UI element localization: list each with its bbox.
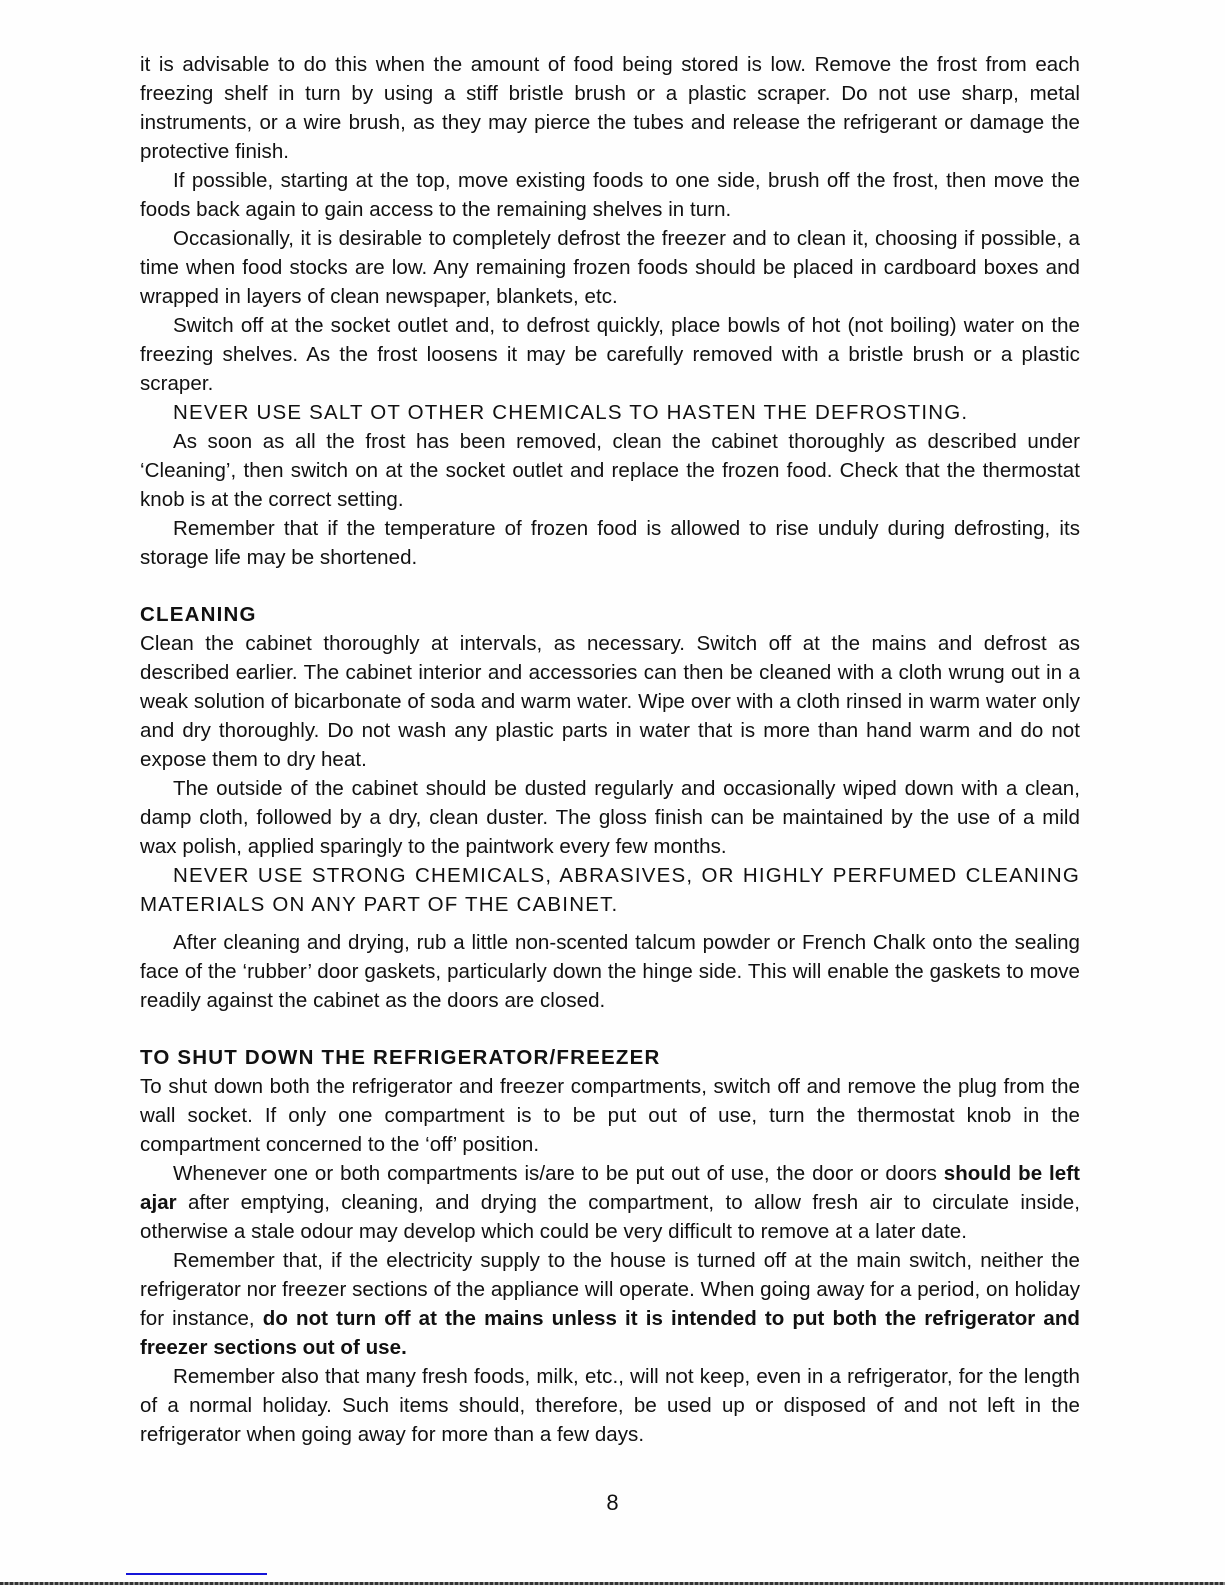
cleaning-heading: CLEANING: [140, 603, 257, 626]
paragraph-mains-switch: [140, 1246, 1080, 1362]
mains-switch-emphasis: do not turn off at the mains unless it is intended to put both the refrigerator and freezer sections out of use.: [140, 1307, 1080, 1359]
door-ajar-emphasis: should be left ajar: [140, 1162, 1080, 1214]
manual-page: [140, 50, 1080, 1449]
mains-switch-text: Remember that, if the electricity supply to the house is turned off at the main switch, neither the refrigerator nor freezer sections of the appliance will operate. When going away for a period, on holiday for instance,: [140, 1249, 1080, 1330]
paragraph-clean-cabinet: Clean the cabinet thoroughly at intervals, as necessary. Switch off at the mains and defrost as described earlier. The cabinet interior and accessories can then be cleaned with a cloth wrung out in a weak solution of bicarbonate of soda and warm water. Wipe over with a cloth rinsed in warm water only and dry thoroughly. Do not wash any plastic parts in water that is more than hand warm and do not expose them to dry heat.: [140, 632, 1080, 771]
paragraph-holiday-foods: Remember also that many fresh foods, milk, etc., will not keep, even in a refrigerator, for the length of a normal holiday. Such items should, therefore, be used up or disposed of and not left in the refrigerator when going away for more than a few days.: [140, 1365, 1080, 1446]
paragraph-talcum-powder: After cleaning and drying, rub a little non-scented talcum powder or French Chalk onto the sealing face of the ‘rubber’ door gaskets, particularly down the hinge side. This will enable the gaskets to move readily against the cabinet as the doors are closed.: [140, 931, 1080, 1012]
paragraph-frost-removal: it is advisable to do this when the amount of food being stored is low. Remove the frost from each freezing shelf in turn by using a stiff bristle brush or a plastic scraper. Do not use sharp, metal instruments, or a wire brush, as they may pierce the tubes and release the refrigerant or damage the protective finish.: [140, 53, 1080, 163]
footnote-rule: [126, 1573, 267, 1575]
shutdown-heading: TO SHUT DOWN THE REFRIGERATOR/FREEZER: [140, 1046, 661, 1069]
page-number: 8: [606, 1490, 619, 1515]
paragraph-door-ajar: [140, 1159, 1080, 1246]
door-ajar-text-2: after emptying, cleaning, and drying the compartment, to allow fresh air to circulate inside, otherwise a stale odour may develop which could be very difficult to remove at a later date.: [140, 1191, 1080, 1243]
warning-no-salt: NEVER USE SALT OT OTHER CHEMICALS TO HASTEN THE DEFROSTING.: [173, 401, 969, 424]
warning-no-strong-chemicals: NEVER USE STRONG CHEMICALS, ABRASIVES, OR HIGHLY PERFUMED CLEANING MATERIALS ON ANY PART OF THE CABINET.: [140, 864, 1080, 916]
door-ajar-text-1: Whenever one or both compartments is/are to be put out of use, the door or doors: [173, 1162, 944, 1185]
paragraph-move-foods: If possible, starting at the top, move existing foods to one side, brush off the frost, then move the foods back again to gain access to the remaining shelves in turn.: [140, 169, 1080, 221]
paragraph-shutdown-both: To shut down both the refrigerator and freezer compartments, switch off and remove the plug from the wall socket. If only one compartment is to be put out of use, turn the thermostat knob in the compartment concerned to the ‘off’ position.: [140, 1075, 1080, 1156]
paragraph-after-defrost: As soon as all the frost has been removed, clean the cabinet thoroughly as described under ‘Cleaning’, then switch on at the socket outlet and replace the frozen food. Check that the thermostat knob is at the correct setting.: [140, 430, 1080, 511]
paragraph-storage-life: Remember that if the temperature of frozen food is allowed to rise unduly during defrosting, its storage life may be shortened.: [140, 517, 1080, 569]
paragraph-outside-cabinet: The outside of the cabinet should be dusted regularly and occasionally wiped down with a clean, damp cloth, followed by a dry, clean duster. The gloss finish can be maintained by the use of a mild wax polish, applied sparingly to the paintwork every few months.: [140, 777, 1080, 858]
paragraph-complete-defrost: Occasionally, it is desirable to completely defrost the freezer and to clean it, choosing if possible, a time when food stocks are low. Any remaining frozen foods should be placed in cardboard boxes and wrapped in layers of clean newspaper, blankets, etc.: [140, 227, 1080, 308]
paragraph-switch-off: Switch off at the socket outlet and, to defrost quickly, place bowls of hot (not boiling) water on the freezing shelves. As the frost loosens it may be carefully removed with a bristle brush or a plastic scraper.: [140, 314, 1080, 395]
